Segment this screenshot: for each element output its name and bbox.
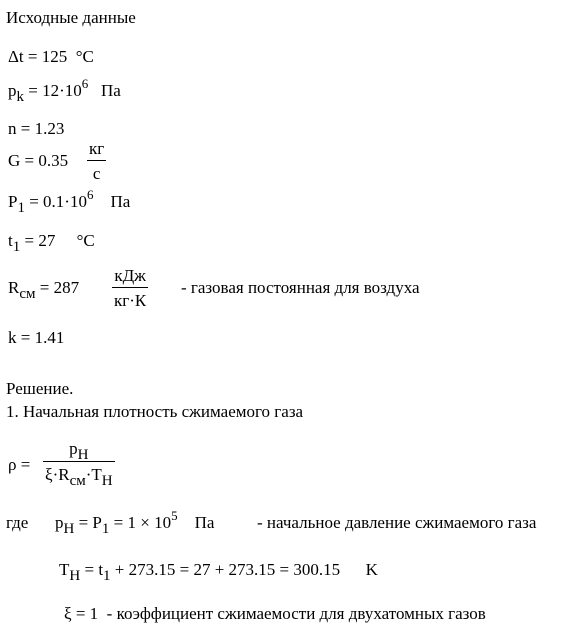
xi-equation: ξ = 1 <box>64 604 99 623</box>
param-pk-value: = 12·10 <box>24 81 82 100</box>
param-rcm-unit-fraction <box>112 267 148 309</box>
rho-fraction <box>43 439 115 489</box>
param-t1-symbol: t <box>8 231 13 250</box>
param-delta-t-unit: °C <box>75 47 94 66</box>
pn-note: - начальное давление сжимаемого газа <box>257 513 537 532</box>
rho-num-symbol: p <box>69 439 78 458</box>
param-n: n = 1.23 <box>8 119 65 138</box>
param-rcm-symbol: R <box>8 278 20 297</box>
param-rcm-subscript: см <box>19 286 36 302</box>
param-rcm-unit-numerator: кДж <box>114 266 146 285</box>
solution-step-1: 1. Начальная плотность сжимаемого газа <box>6 402 304 421</box>
param-delta-t <box>8 48 94 65</box>
pn-unit: Па <box>194 513 215 532</box>
param-pk-subscript: k <box>16 89 24 105</box>
rho-num-subscript: H <box>77 447 89 463</box>
param-g-unit-fraction <box>87 140 106 182</box>
param-p1-exponent: 6 <box>86 187 94 202</box>
tn-symbol: T <box>59 560 70 579</box>
rho-den-subscript: см <box>69 473 86 489</box>
param-t1 <box>8 231 95 255</box>
pn-mid: = P <box>74 513 102 532</box>
param-pk <box>8 76 121 105</box>
param-rcm-value: = 287 <box>35 278 80 297</box>
param-delta-t-value: Δt = 125 <box>8 47 68 66</box>
param-g-unit-denominator: с <box>87 160 106 182</box>
rho-den-t: ·T <box>85 465 102 484</box>
pn-formula <box>55 508 215 537</box>
pn-exponent: 5 <box>171 508 178 523</box>
param-pk-exponent: 6 <box>81 76 89 91</box>
param-pk-unit: Па <box>101 81 121 100</box>
tn-rest: + 273.15 = 27 + 273.15 = 300.15 <box>110 560 341 579</box>
param-t1-unit: °C <box>76 231 95 250</box>
xi-note: - коэффициент сжимаемости для двухатомных газов <box>106 604 486 623</box>
param-pk-symbol: p <box>8 81 17 100</box>
param-g-unit-numerator: кг <box>89 139 105 158</box>
tn-mid: = t <box>80 560 104 579</box>
rho-numerator <box>43 440 115 461</box>
param-p1-symbol: P <box>8 192 18 211</box>
tn-unit: K <box>365 560 378 579</box>
param-rcm-unit-denominator: кг·К <box>112 287 148 309</box>
param-rcm-note: - газовая постоянная для воздуха <box>181 278 420 297</box>
pn-subscript: H <box>63 521 75 537</box>
param-t1-subscript: 1 <box>12 239 21 255</box>
param-p1 <box>8 187 131 216</box>
pn-mid-subscript: 1 <box>101 521 110 537</box>
rho-denominator <box>43 461 115 489</box>
rho-den-xi: ξ·R <box>45 465 70 484</box>
param-p1-value: = 0.1·10 <box>24 192 87 211</box>
xi-line <box>64 605 486 622</box>
solution-title: Решение. <box>6 379 74 398</box>
pn-symbol: p <box>55 513 64 532</box>
where-label: где <box>6 513 29 532</box>
param-rcm <box>8 278 80 302</box>
rho-den-t-subscript: H <box>101 473 113 489</box>
tn-formula <box>59 560 378 584</box>
param-p1-subscript: 1 <box>17 200 25 216</box>
rho-lhs: ρ = <box>8 455 31 474</box>
param-g: G = 0.35 <box>8 151 69 170</box>
param-k: k = 1.41 <box>8 328 65 347</box>
tn-subscript: H <box>69 568 81 584</box>
param-t1-value: = 27 <box>20 231 56 250</box>
pn-value: = 1 × 10 <box>109 513 172 532</box>
page-heading: Исходные данные <box>6 8 136 27</box>
param-p1-unit: Па <box>110 192 131 211</box>
tn-mid-subscript: 1 <box>103 568 111 584</box>
